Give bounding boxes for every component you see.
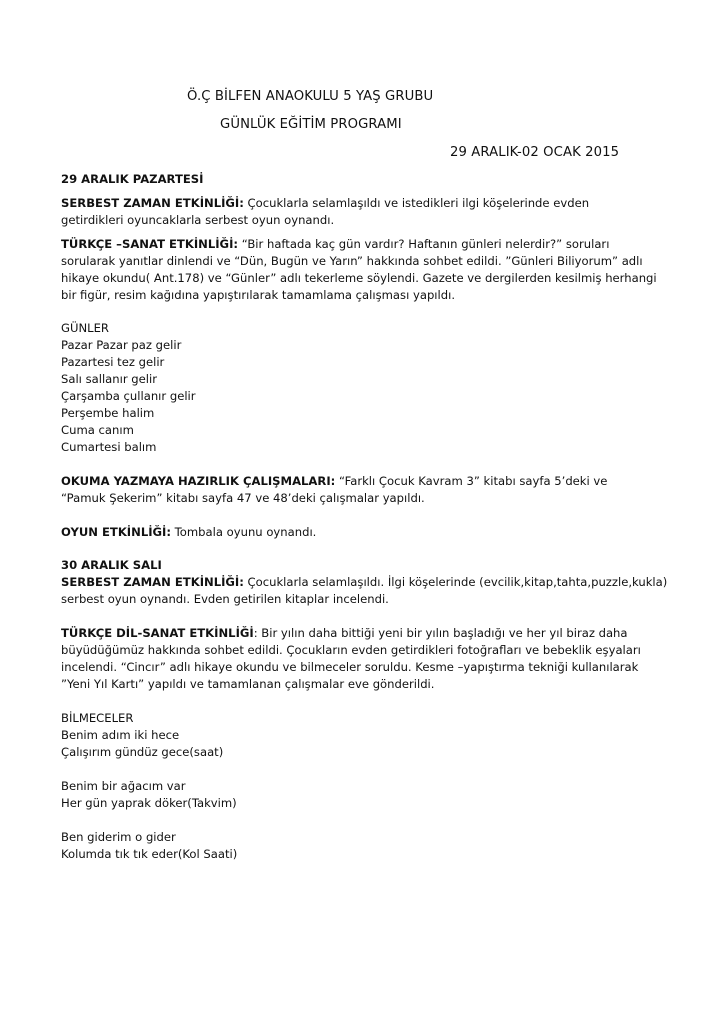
day2-serbest-line1: SERBEST ZAMAN ETKİNLİĞİ: Çocuklarla selamlaşıldı. İlgi köşelerinde (evcilik,kitap,tahta,puzzle,kukla) <box>61 575 668 589</box>
riddles-title: BİLMECELER <box>61 711 134 725</box>
day1-oyun-label: OYUN ETKİNLİĞİ: <box>61 525 171 539</box>
program-title: GÜNLÜK EĞİTİM PROGRAMI <box>220 117 402 132</box>
riddle-line: Benim adım iki hece <box>61 728 180 742</box>
day2-turkce-label: TÜRKÇE DİL-SANAT ETKİNLİĞİ <box>61 626 254 640</box>
poem-line: Cumartesi balım <box>61 440 157 454</box>
riddle-line: Benim bir ağacım var <box>61 779 186 793</box>
poem-line: Cuma canım <box>61 423 134 437</box>
day1-serbest-line1: SERBEST ZAMAN ETKİNLİĞİ: Çocuklarla selamlaşıldı ve istedikleri ilgi köşelerinde evden <box>61 196 590 210</box>
day2-turkce-line4: ”Yeni Yıl Kartı” yapıldı ve tamamlanan çalışmalar eve gönderildi. <box>61 677 435 691</box>
riddle-line: Kolumda tık tık eder(Kol Saati) <box>61 847 238 861</box>
day1-serbest-label: SERBEST ZAMAN ETKİNLİĞİ: <box>61 196 244 210</box>
day1-heading: 29 ARALIK PAZARTESİ <box>61 172 204 186</box>
day1-turkce-line2: sorularak yanıtlar dinlendi ve “Dün, Bugün ve Yarın” hakkında sohbet edildi. ”Günleri Biliyorum” adlı <box>61 254 643 268</box>
day1-turkce-line3: hikaye okundu( Ant.178) ve “Günler” adlı tekerleme söylendi. Gazete ve dergilerden kesilmiş herhangi <box>61 271 657 285</box>
day2-heading: 30 ARALIK SALI <box>61 558 162 572</box>
day1-turkce-line1: TÜRKÇE –SANAT ETKİNLİĞİ: “Bir haftada kaç gün vardır? Haftanın günleri nelerdir?” soruları <box>61 237 610 251</box>
day1-okuma-label: OKUMA YAZMAYA HAZIRLIK ÇALIŞMALARI: <box>61 474 336 488</box>
day2-serbest-label: SERBEST ZAMAN ETKİNLİĞİ: <box>61 575 244 589</box>
riddle-line: Çalışırım gündüz gece(saat) <box>61 745 224 759</box>
day2-turkce-line1: TÜRKÇE DİL-SANAT ETKİNLİĞİ: Bir yılın daha bittiği yeni bir yılın başladığı ve her yıl biraz daha <box>61 626 628 640</box>
poem-title: GÜNLER <box>61 321 109 335</box>
date-range: 29 ARALIK-02 OCAK 2015 <box>450 145 620 160</box>
poem-line: Perşembe halim <box>61 406 155 420</box>
day2-serbest-line2: serbest oyun oynandı. Evden getirilen kitaplar incelendi. <box>61 592 389 606</box>
poem-line: Pazartesi tez gelir <box>61 355 165 369</box>
day1-okuma-line1: OKUMA YAZMAYA HAZIRLIK ÇALIŞMALARI: “Farklı Çocuk Kavram 3” kitabı sayfa 5’deki ve <box>61 474 608 488</box>
poem-line: Çarşamba çullanır gelir <box>61 389 196 403</box>
day2-turkce-line2: büyüdüğümüz hakkında sohbet edildi. Çocukların evden getirdikleri fotoğrafları ve bebeklik eşyaları <box>61 643 641 657</box>
day1-oyun-line: OYUN ETKİNLİĞİ: Tombala oyunu oynandı. <box>61 525 317 539</box>
day1-serbest-line2: getirdikleri oyuncaklarla serbest oyun oynandı. <box>61 213 335 227</box>
day1-turkce-label: TÜRKÇE –SANAT ETKİNLİĞİ: <box>61 237 239 251</box>
riddle-line: Ben giderim o gider <box>61 830 176 844</box>
riddle-line: Her gün yaprak döker(Takvim) <box>61 796 237 810</box>
day1-okuma-line2: “Pamuk Şekerim” kitabı sayfa 47 ve 48’deki çalışmalar yapıldı. <box>61 491 425 505</box>
poem-line: Pazar Pazar paz gelir <box>61 338 182 352</box>
poem-line: Salı sallanır gelir <box>61 372 158 386</box>
day2-turkce-line3: incelendi. “Cincır” adlı hikaye okundu ve bilmeceler soruldu. Kesme –yapıştırma tekniği kullanılarak <box>61 660 639 674</box>
day1-turkce-line4: bir figür, resim kağıdına yapıştırılarak tamamlama çalışması yapıldı. <box>61 288 456 302</box>
school-title: Ö.Ç BİLFEN ANAOKULU 5 YAŞ GRUBU <box>187 89 434 104</box>
